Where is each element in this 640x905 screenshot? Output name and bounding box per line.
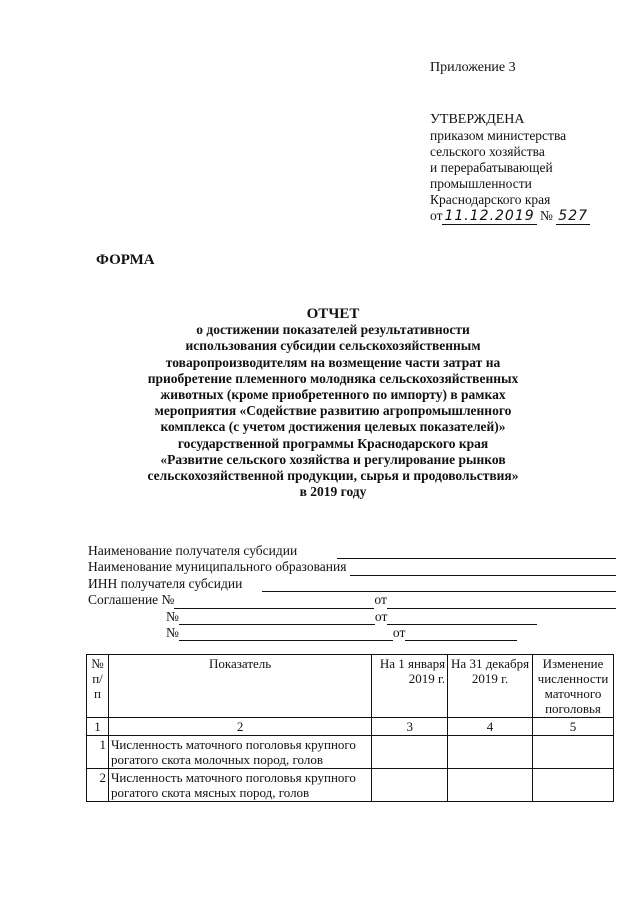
recipient-name-row bbox=[88, 543, 616, 559]
approval-date-line bbox=[430, 208, 590, 224]
agreement-number-field-2[interactable] bbox=[179, 612, 375, 625]
row-indicator: Численность маточного поголовья крупного рогатого скота мясных пород, голов bbox=[108, 769, 371, 802]
report-title-line: мероприятия «Содействие развитию агропромышленного bbox=[154, 403, 512, 419]
approval-line: приказом министерства bbox=[430, 128, 567, 143]
report-title-line: использования субсидии сельскохозяйственным bbox=[185, 338, 481, 354]
approval-line: сельского хозяйства bbox=[430, 144, 545, 159]
row-change-value[interactable] bbox=[532, 769, 613, 802]
agreement-row-2 bbox=[88, 609, 616, 625]
header-cell: На 1 января 2019 г. bbox=[372, 655, 448, 718]
header-cell: Показатель bbox=[108, 655, 371, 718]
row-indicator: Численность маточного поголовья крупного рогатого скота молочных пород, голов bbox=[108, 736, 371, 769]
report-title: ОТЧЕТ bbox=[306, 306, 360, 322]
agreement-number-field-3[interactable] bbox=[179, 628, 393, 641]
municipality-label: Наименование муниципального образования bbox=[88, 559, 347, 575]
date-prefix: от bbox=[430, 208, 443, 223]
agreement-date-field-2[interactable] bbox=[387, 612, 537, 625]
column-number: 1 bbox=[87, 718, 109, 736]
inn-field[interactable] bbox=[262, 579, 616, 592]
row-jan-value[interactable] bbox=[372, 736, 448, 769]
recipient-name-label: Наименование получателя субсидии bbox=[88, 543, 298, 558]
row-dec-value[interactable] bbox=[448, 736, 533, 769]
number-sign: № bbox=[166, 625, 179, 641]
approval-line: и перерабатывающей bbox=[430, 160, 553, 175]
column-number: 2 bbox=[108, 718, 371, 736]
approval-block bbox=[430, 112, 590, 224]
agreement-from-label: от bbox=[374, 592, 387, 608]
row-jan-value[interactable] bbox=[372, 769, 448, 802]
report-title-line: государственной программы Краснодарского края bbox=[177, 435, 489, 451]
header-cell: Изменение численности маточного поголовья bbox=[532, 655, 613, 718]
agreement-from-label-2: от bbox=[374, 608, 388, 624]
report-title-line: комплекса (с учетом достижения целевых показателей)» bbox=[160, 419, 506, 435]
agreement-date-field[interactable] bbox=[387, 596, 616, 609]
inn-row bbox=[88, 576, 616, 592]
number-sign: № bbox=[166, 608, 179, 624]
report-title-line: животных (кроме приобретенного по импорту) в рамках bbox=[160, 387, 506, 403]
row-dec-value[interactable] bbox=[448, 769, 533, 802]
number-prefix: № bbox=[540, 208, 553, 223]
report-title-line: о достижении показателей результативности bbox=[196, 322, 470, 338]
approved-heading: УТВЕРЖДЕНА bbox=[430, 112, 525, 127]
table-row bbox=[87, 769, 614, 802]
report-title-line: сельскохозяйственной продукции, сырья и продовольствия» bbox=[147, 468, 519, 484]
report-title-line: «Развитие сельского хозяйства и регулирование рынков bbox=[160, 451, 506, 467]
municipality-field[interactable] bbox=[350, 563, 616, 576]
agreement-from-label-3: от bbox=[392, 625, 406, 641]
row-change-value[interactable] bbox=[532, 736, 613, 769]
header-cell: № п/п bbox=[87, 655, 109, 718]
report-title-block bbox=[100, 306, 566, 500]
approval-line: промышленности bbox=[430, 176, 532, 191]
recipient-name-field[interactable] bbox=[337, 546, 616, 559]
handwritten-number: 527 bbox=[558, 208, 589, 224]
table-row bbox=[87, 736, 614, 769]
municipality-row bbox=[88, 559, 616, 575]
agreement-row-3 bbox=[88, 625, 616, 641]
column-number: 4 bbox=[448, 718, 533, 736]
row-number: 1 bbox=[87, 736, 109, 769]
agreement-label: Соглашение № bbox=[88, 592, 175, 608]
recipient-fields bbox=[88, 543, 616, 641]
agreement-date-field-3[interactable] bbox=[405, 628, 517, 641]
header-cell: На 31 декабря 2019 г. bbox=[448, 655, 533, 718]
report-title-line: приобретение племенного молодняка сельскохозяйственных bbox=[147, 370, 519, 386]
row-number: 2 bbox=[87, 769, 109, 802]
indicators-table bbox=[86, 654, 614, 802]
agreement-row bbox=[88, 592, 616, 608]
column-number-row bbox=[87, 718, 614, 736]
form-label: ФОРМА bbox=[96, 252, 155, 268]
approval-line: Краснодарского края bbox=[430, 192, 551, 207]
table-header-row bbox=[87, 655, 614, 718]
report-title-line: товаропроизводителям на возмещение части затрат на bbox=[165, 354, 501, 370]
column-number: 5 bbox=[532, 718, 613, 736]
agreement-number-field[interactable] bbox=[174, 596, 374, 609]
appendix-label: Приложение 3 bbox=[430, 60, 516, 75]
report-title-line: в 2019 году bbox=[299, 484, 367, 500]
column-number: 3 bbox=[372, 718, 448, 736]
handwritten-date: 11.12.2019 bbox=[444, 208, 535, 224]
inn-label: ИНН получателя субсидии bbox=[88, 575, 243, 591]
